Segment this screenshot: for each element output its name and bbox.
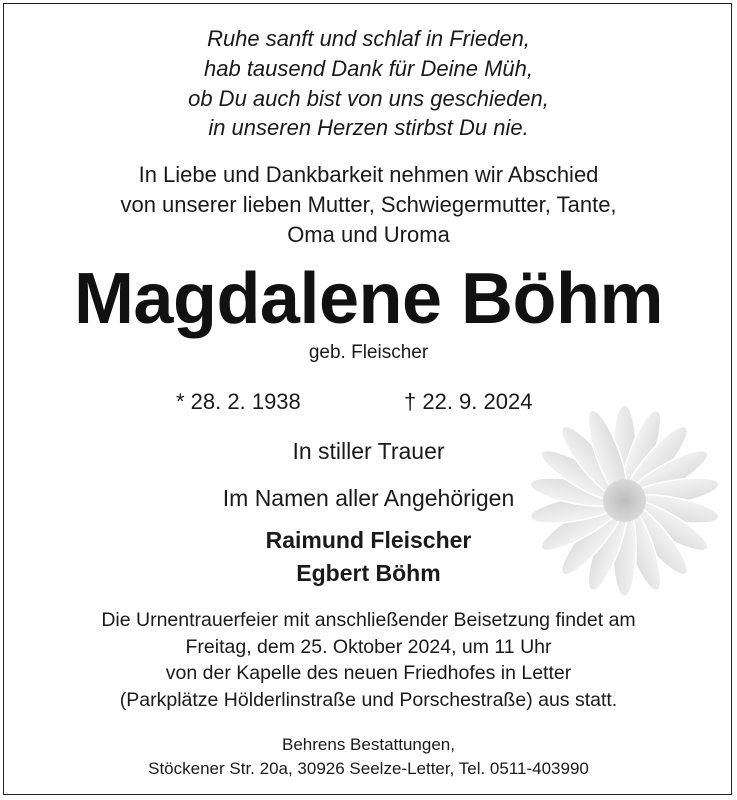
birth-date: * 28. 2. 1938 — [176, 389, 301, 414]
ceremony-line-3: von der Kapelle des neuen Friedhofes in Letter — [165, 662, 572, 684]
intro-line-1: In Liebe und Dankbarkeit nehmen wir Abschied — [138, 162, 599, 187]
poem-line-4: in unseren Herzen stirbst Du nie. — [208, 115, 529, 140]
ceremony-line-1: Die Urnentrauerfeier mit anschließender Beisetzung findet am — [101, 609, 636, 631]
death-date: † 22. 9. 2024 — [404, 389, 533, 414]
poem-line-3: ob Du auch bist von uns geschieden, — [188, 86, 549, 111]
signatory-2: Egbert Böhm — [296, 560, 441, 586]
ceremony-line-2: Freitag, dem 25. Oktober 2024, um 11 Uhr — [185, 636, 552, 658]
poem-line-2: hab tausend Dank für Deine Müh, — [204, 56, 533, 81]
intro-line-2: von unserer lieben Mutter, Schwiegermutter, Tante, — [120, 192, 617, 217]
ceremony-line-4: (Parkplätze Hölderlinstraße und Porschestraße) aus statt. — [119, 689, 618, 711]
funeral-home-address: Stöckener Str. 20a, 30926 Seelze-Letter, Tel. 0511-403990 — [148, 759, 589, 778]
deceased-name: Magdalene Böhm — [73, 259, 664, 339]
birth-name: geb. Fleischer — [308, 342, 429, 363]
mourning-line: In stiller Trauer — [292, 438, 445, 464]
signatory-1: Raimund Fleischer — [265, 527, 472, 553]
funeral-home-name: Behrens Bestattungen, — [282, 735, 455, 754]
relatives-line: Im Namen aller Angehörigen — [222, 485, 515, 511]
poem-line-1: Ruhe sanft und schlaf in Frieden, — [207, 26, 530, 51]
intro-line-3: Oma und Uroma — [287, 222, 450, 247]
